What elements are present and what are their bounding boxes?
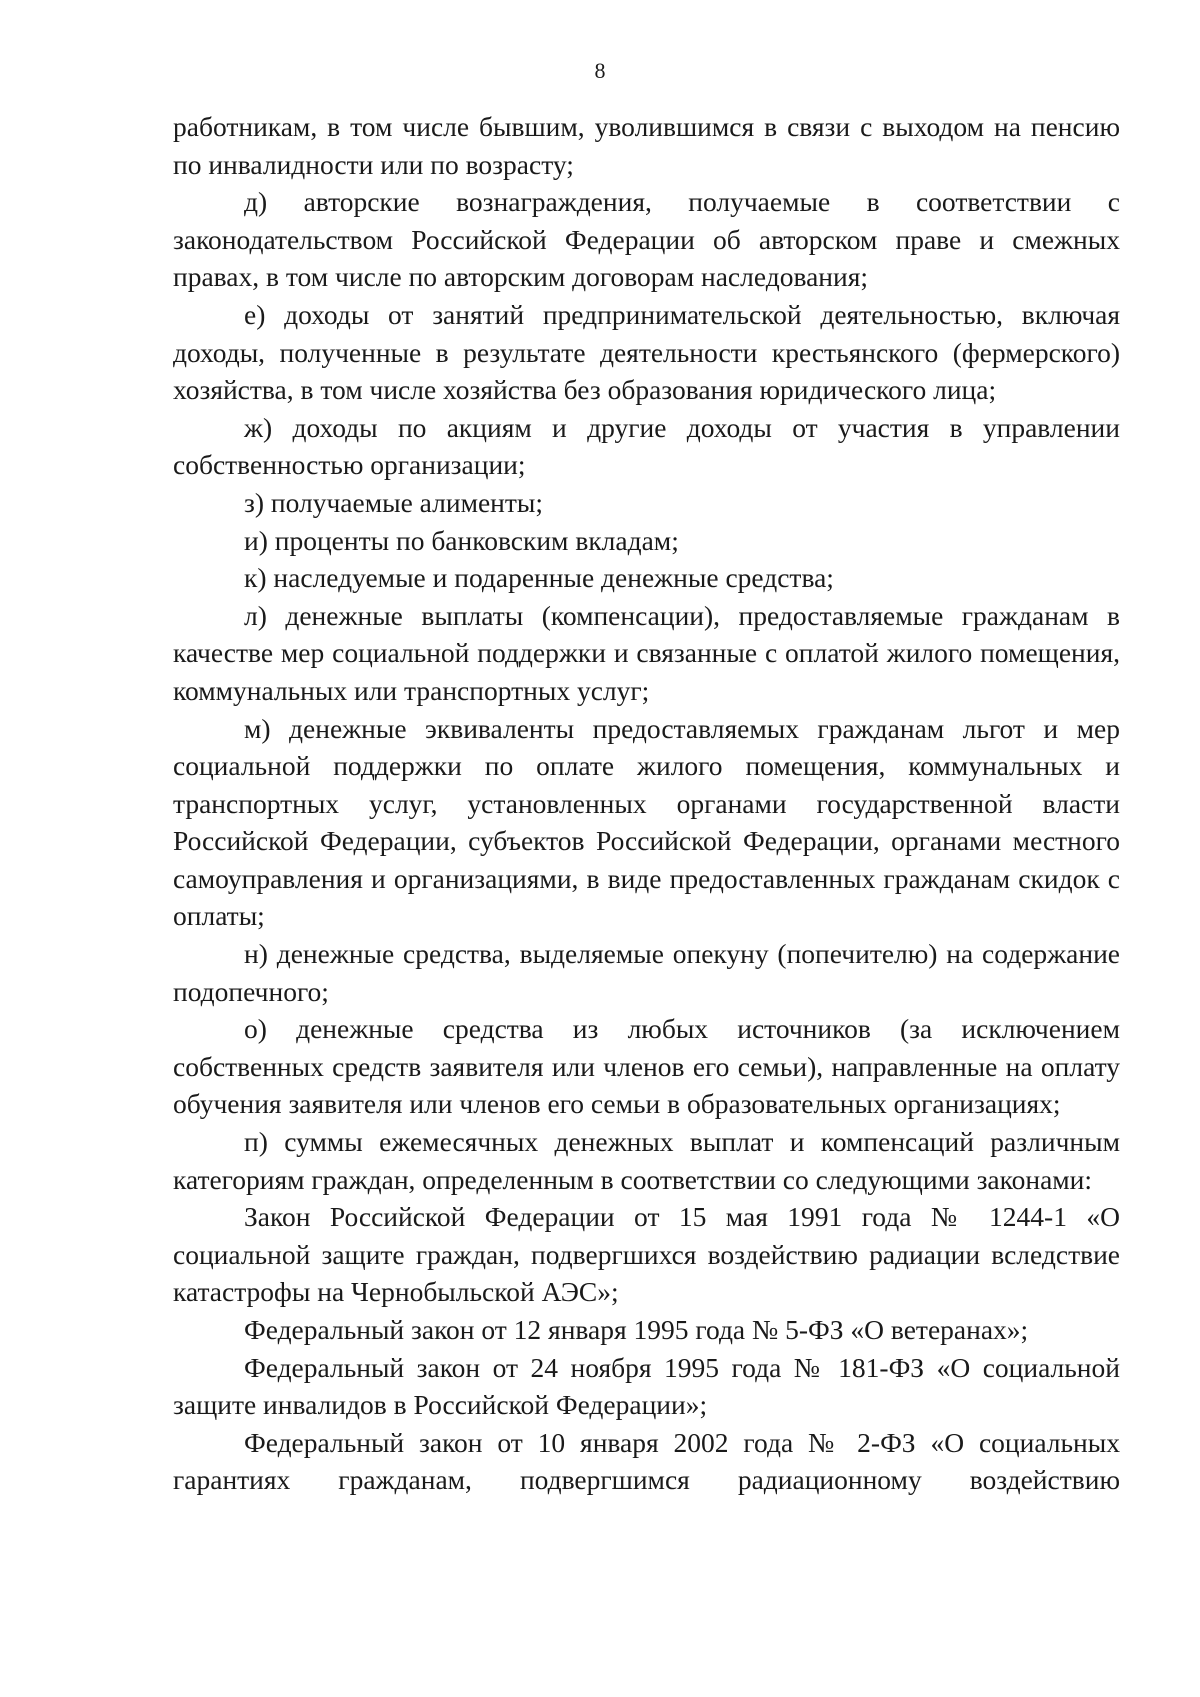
law-reference-1244-1: Закон Российской Федерации от 15 мая 1991 года № 1244-1 «О социальной защите граждан, подвергшихся воздействию радиации вследствие катастрофы на Чернобыльской АЭС»; xyxy=(173,1201,1120,1308)
paragraph-item-p: п) суммы ежемесячных денежных выплат и компенсаций различным категориям граждан, определенным в соответствии со следующими законами: xyxy=(173,1126,1120,1195)
paragraph-item-n: н) денежные средства, выделяемые опекуну (попечителю) на содержание подопечного; xyxy=(173,938,1120,1007)
law-reference-181-fz: Федеральный закон от 24 ноября 1995 года № 181-ФЗ «О социальной защите инвалидов в Российской Федерации»; xyxy=(173,1351,1120,1421)
page-number: 8 xyxy=(594,58,606,83)
paragraph-item-l: л) денежные выплаты (компенсации), предоставляемые гражданам в качестве мер социальной поддержки и связанные с оплатой жилого помещения, коммунальных или транспортных услуг; xyxy=(173,599,1120,706)
paragraph-item-z: з) получаемые алименты; xyxy=(244,486,544,518)
law-reference-5-fz: Федеральный закон от 12 января 1995 года № 5-ФЗ «О ветеранах»; xyxy=(244,1314,1029,1345)
paragraph-item-e: е) доходы от занятий предпринимательской деятельностью, включая доходы, полученные в результате деятельности крестьянского (фермерского) хозяйства, в том числе хозяйства без образования юридического лица; xyxy=(173,298,1120,406)
paragraph-continuation: работникам, в том числе бывшим, уволившимся в связи с выходом на пенсию по инвалидности или по возрасту; xyxy=(173,111,1120,180)
paragraph-item-m: м) денежные эквиваленты предоставляемых гражданам льгот и мер социальной поддержки по оплате жилого помещения, коммунальных и транспортных услуг, установленных органами государственной власти Российской Федерации, субъектов Российской Федерации, органами местного самоуправления и организациями, в виде предоставленных гражданам скидок с оплаты; xyxy=(173,712,1120,932)
paragraph-item-i: и) проценты по банковским вкладам; xyxy=(244,524,679,556)
document-body xyxy=(173,108,1120,1499)
paragraph-item-zh: ж) доходы по акциям и другие доходы от участия в управлении собственностью организации; xyxy=(173,411,1120,481)
paragraph-item-k: к) наследуемые и подаренные денежные средства; xyxy=(244,562,834,594)
paragraph-item-o: о) денежные средства из любых источников (за исключением собственных средств заявителя или членов его семьи), направленные на оплату обучения заявителя или членов его семьи в образовательных организациях; xyxy=(173,1013,1120,1120)
paragraph-item-d: д) авторские вознаграждения, получаемые в соответствии с законодательством Российской Федерации об авторском праве и смежных правах, в том числе по авторским договорам наследования; xyxy=(173,186,1120,293)
law-reference-2-fz: Федеральный закон от 10 января 2002 года № 2-ФЗ «О социальных гарантиях гражданам, подвергшимся радиационному воздействию xyxy=(173,1426,1120,1496)
